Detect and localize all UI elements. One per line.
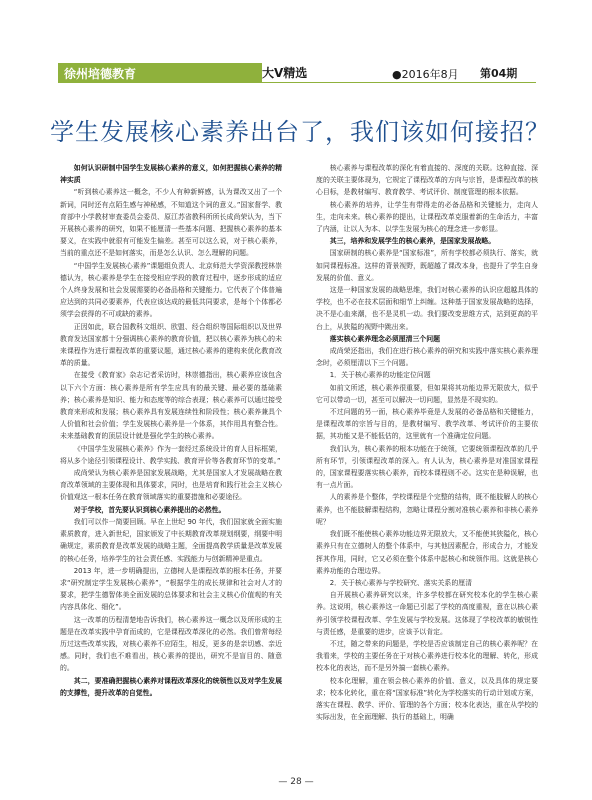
paragraph: 人的素养是个整体，学校课程是个完整的结构，既不能肢解人的核心素养，也不能肢解课程结构，忽略让课程分割对准核心素养和非核心素养呢？ xyxy=(316,493,538,526)
paragraph: 校本化理解，重在领会核心素养的价值、意义，以及具体的规定要求；校本化转化，重在将“国家标准”转化为学校落实的行动计划或方案，落实在课程、教学、评价、管理的各个方面；校本化表达，重在从学校的实际出发，在全面理解、执行的基础上，明确 xyxy=(316,676,538,722)
paragraph: 《中国学生发展核心素养》作为一套经过系统设计的育人目标框架，将从多个途径引领课程设计、教学实践、教育评价等各教育环节的变革。” xyxy=(60,444,282,465)
page-number: — 28 — xyxy=(278,777,314,787)
paragraph: 核心素养与课程改革的深化有着直接的、深度的关联。这种直接、深度的关联主要体现为，它规定了课程改革的方向与宗旨，是课程改革的核心目标，是教材编写、教育教学、考试评价、制度管理的根本依据。 xyxy=(316,164,538,197)
paragraph: 1．关于核心素养的功能定位问题 xyxy=(329,371,431,380)
paragraph: “听到核心素养这一概念，不少人有种新鲜感，认为课改又出了一个新词，同时还有点陌生感与神秘感，不知道这个词的意义。”国家督学、教育部中小学教材审查委员会委员、原江苏省教科所所长成尚荣认为，当下开展核心素养的研究，如果不能厘清一些基本问题、把握核心素养的基本要义，在实践中就很有可能发生偏差。甚至可以这么说，对于核心素养，当前的重点还不是如何落实，而是怎么认识、怎么理解的问题。 xyxy=(60,188,282,258)
paragraph: 我们既不能使核心素养功能边界无限放大，又不能使其狭隘化，核心素养只有在立德树人的整个体系中，与其他因素配合，形成合力，才能发挥其作用，同时，它又必须在整个体系中起核心和统领作用。这就是核心素养功能的合理边界。 xyxy=(316,530,538,575)
paragraph: 自开展核心素养研究以来，许多学校都在研究校本化的学生核心素养。这说明，核心素养这一命题已引起了学校的高度重视，意在以核心素养引领学校课程改革、学生发展与学校发展。这体现了学校改革的敏锐性与责任感，是重要的进步，应该予以肯定。 xyxy=(316,591,538,636)
header-brand-label: 徐州培德教育 xyxy=(64,67,137,81)
paragraph: 这一改革的历程清楚地告诉我们，核心素养这一概念以及所形成的主题是在改革实践中孕育而成的，它是课程改革深化的必然。我们曾常每经历过这些改革实践，对核心素养不应陌生，相反，更多的是亲切感、亲近感。同时，我们也不难看出，核心素养的提出，研究不是盲目的、随意的。 xyxy=(60,615,282,673)
paragraph: 如前文所述，核心素养很重要，但如果将其功能边界无限放大，似乎它可以带动一切，甚至可以解决一切问题，显然是不现实的。 xyxy=(316,383,538,404)
section-heading: 其三，培养和发展学生的核心素养，是国家发展战略。 xyxy=(329,237,496,246)
header-rule xyxy=(58,82,536,83)
header-section: 大Ⅴ精选 xyxy=(262,66,308,80)
paragraph: 成尚荣还指出，我们在进行核心素养的研究和实践中落实核心素养理念时，必须厘清以下三个问题。 xyxy=(316,347,538,368)
paragraph: 核心素养的培养，让学生有带得走的必备品格和关键能力，走向人生，走向未来。核心素养的提出，让课程改革克服着新的生命活力，丰富了内涵，让以人为本、以学生发展为核心的理念进一步彰显。 xyxy=(316,200,538,234)
right-column xyxy=(316,162,538,723)
paragraph: 2013 年，进一步明确提出，立德树人是课程改革的根本任务，并要求“研究制定学生发展核心素养”，“根据学生的成长规律和社会对人才的要求，把学生德智体美全面发展的总体要求和社会主义核心价值观的有关内容具体化、细化”。 xyxy=(60,566,282,612)
section-heading: 落实核心素养理念必须厘清三个问题 xyxy=(329,334,441,343)
paragraph: 2．关于核心素养与学校研究、落实关系的厘清 xyxy=(329,578,472,587)
section-heading: 如何认识研制中国学生发展核心素养的意义，如何把握核心素养的精神实质 xyxy=(60,164,282,185)
page-title: 学生发展核心素养出台了，我们该如何接招？ xyxy=(50,118,550,146)
paragraph: 国家研制的核心素养是“国家标准”，所有学校都必须执行、落实，就如同课程标准。这样的背景视野，既超越了课改本身，也提升了学生自身发展的价值、意义。 xyxy=(316,249,538,282)
header-issue: 第04期 xyxy=(480,67,518,80)
paragraph: 我们可以作一简要回顾。早在上世纪 90 年代，我们国家就全面实施素质教育，进入新世纪，国家颁发了中长期教育改革规划纲要，纲要中明确规定，素质教育是改革发展的战略主题，全面提高教学质量是改革发展的核心任务，培养学生的社会责任感、实践能力与创新精神是重点。 xyxy=(60,517,282,563)
paragraph: 正因如此，联合国教科文组织、欧盟、经合组织等国际组织以及世界教育发达国家都十分强调核心素养的教育价值，把以核心素养为核心的未来课程作为进行课程改革的重要议题，通过核心素养的建构来优化教育改革的质量。 xyxy=(60,322,282,368)
paragraph: 不过，随之带来的问题是，学校是否应该制定自己的核心素养呢？在我看来，学校的主要任务在于对核心素养进行校本化的理解、转化，形成校本化的表达，而不是另外搞一套核心素养。 xyxy=(316,639,538,673)
section-heading: 其二，要准确把握核心素养对课程改革深化的统领性以及对学生发展的支撑性，提升改革的自觉性。 xyxy=(60,676,282,697)
paragraph: 在接受《教育家》杂志记者采访时，林崇德指出，核心素养应该包含以下六个方面：核心素养是所有学生应具有的最关键、最必要的基础素养；核心素养是知识、能力和态度等的综合表现；核心素养可以通过接受教育来形成和发展；核心素养具有发展连续性和阶段性；核心素养兼具个人价值和社会价值；学生发展核心素养是一个体系，其作用具有整合性。未来基础教育的顶层设计就是强化学生的核心素养。 xyxy=(60,371,282,441)
header-brand-bar xyxy=(58,63,262,82)
section-heading: 对于学校，首先要认识到核心素养提出的必然性。 xyxy=(73,505,226,514)
paragraph: 这是一种国家发展的战略思维，我们对核心素养的认识应超越具体的学校，也不必在技术层面和细节上纠缠。这种基于国家发展战略的选择，决不是心血来潮，也不是灵机一动。我们要改变思维方式，站到更高的平台上，从狭隘的视野中跳出来。 xyxy=(316,286,538,331)
paragraph: 我们认为，核心素养的根本功能在于统领，它要统领课程改革的几乎所有环节，引领课程改革的深入。有人认为，核心素养是对准国家课程的，国家课程要落实核心素养，而校本课程则不必。这实在是种误解，也有一点片面。 xyxy=(316,444,538,490)
left-column xyxy=(60,162,282,699)
paragraph: 不过问题的另一面，核心素养毕竟是人发展的必备品格和关键能力，是课程改革的宗旨与目的，是教材编写、教学改革、考试评价的主要依据，其功能又是不能低估的，这里就有一个准确定位问题。 xyxy=(316,408,538,441)
paragraph: 成尚荣认为核心素养是国家发展战略，尤其是国家人才发展战略在教育改革领域的主要体现和具体要求，同时，也是培育和践行社会主义核心价值观这一根本任务在教育领域落实的重要措施和必要途径。 xyxy=(60,469,282,502)
paragraph: “中国学生发展核心素养”课题组负责人、北京师范大学资深教授林崇德认为，核心素养是学生在接受相应学段的教育过程中，逐步形成的适应个人终身发展和社会发展需要的必备品格和关键能力。它代表了个体普遍应达到的共同必要素养，代表应该达成的最低共同要求，是每个个体都必须学会获得的不可或缺的素养。 xyxy=(60,261,282,319)
header-date: ●2016年8月 xyxy=(392,68,459,81)
